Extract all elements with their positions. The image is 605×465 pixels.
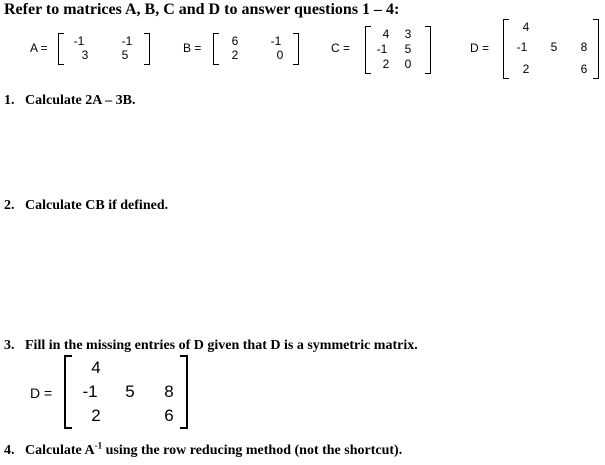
matrix-c-cell: 2 — [382, 57, 390, 71]
matrix-d-cell: 5 — [550, 40, 558, 54]
matrix-b-cell: 6 — [231, 34, 239, 48]
matrix-d-cell: 2 — [522, 62, 530, 76]
matrix-c-cell: -1 — [376, 42, 388, 56]
right-bracket — [593, 19, 599, 79]
left-bracket — [365, 26, 371, 74]
matrix-d-cell: 4 — [522, 20, 530, 34]
matrix-d-cell: 8 — [580, 40, 588, 54]
question-text-after: using the row reducing method (not the shortcut). — [102, 443, 403, 458]
matrix-c-label: C = — [331, 41, 351, 55]
q3-matrix-d-cell: 6 — [164, 406, 174, 425]
q3-matrix-d-cell: 8 — [164, 382, 174, 401]
left-bracket — [58, 33, 64, 65]
question-number: 3. — [4, 338, 15, 353]
question-text-before: Calculate A — [25, 443, 95, 458]
matrix-d — [503, 19, 599, 79]
matrix-b-label: B = — [183, 41, 202, 55]
matrix-b-cell: 2 — [231, 48, 239, 62]
right-bracket — [293, 33, 299, 65]
matrix-b-cell: 0 — [276, 48, 284, 62]
matrix-c-cell: 0 — [404, 57, 412, 71]
q3-matrix-d-label: D = — [30, 385, 53, 401]
q3-matrix-d — [64, 355, 188, 429]
right-bracket — [144, 33, 150, 65]
matrix-a-cell: -1 — [121, 34, 133, 48]
q3-matrix-d-cell: 4 — [91, 358, 101, 377]
question-1 — [4, 93, 135, 109]
q3-matrix-d-cell: -1 — [82, 382, 98, 401]
matrix-d-label: D = — [470, 41, 490, 55]
matrix-c-cell: 5 — [404, 42, 412, 56]
matrix-b-cell: -1 — [270, 34, 282, 48]
left-bracket — [213, 33, 219, 65]
instructions-heading: Refer to matrices A, B, C and D to answer questions 1 – 4: — [4, 1, 400, 18]
question-number: 2. — [4, 198, 15, 213]
matrix-a-cell: -1 — [73, 34, 85, 48]
matrix-c-cell: 3 — [404, 27, 412, 41]
question-4 — [4, 440, 403, 459]
matrix-a — [58, 33, 150, 65]
question-2 — [4, 198, 168, 214]
right-bracket — [180, 355, 188, 429]
matrix-b — [213, 33, 299, 65]
question-number: 4. — [4, 443, 15, 458]
question-text: Calculate CB if defined. — [25, 198, 169, 213]
matrix-a-cell: 5 — [121, 48, 129, 62]
matrix-c-cell: 4 — [382, 27, 390, 41]
left-bracket — [64, 355, 72, 429]
matrix-c — [365, 26, 431, 74]
question-number: 1. — [4, 93, 15, 108]
inverse-superscript: -1 — [94, 440, 103, 451]
question-text: Fill in the missing entries of D given that D is a symmetric matrix. — [25, 338, 418, 353]
question-3 — [4, 338, 418, 354]
q3-matrix-d-cell: 5 — [125, 382, 135, 401]
matrix-d-cell: -1 — [516, 40, 528, 54]
left-bracket — [503, 19, 509, 79]
q3-matrix-d-cell: 2 — [91, 406, 101, 425]
right-bracket — [425, 26, 431, 74]
matrix-d-cell: 6 — [580, 62, 588, 76]
matrix-a-cell: 3 — [81, 48, 89, 62]
matrix-a-label: A = — [30, 41, 48, 55]
question-text: Calculate 2A – 3B. — [25, 93, 136, 108]
